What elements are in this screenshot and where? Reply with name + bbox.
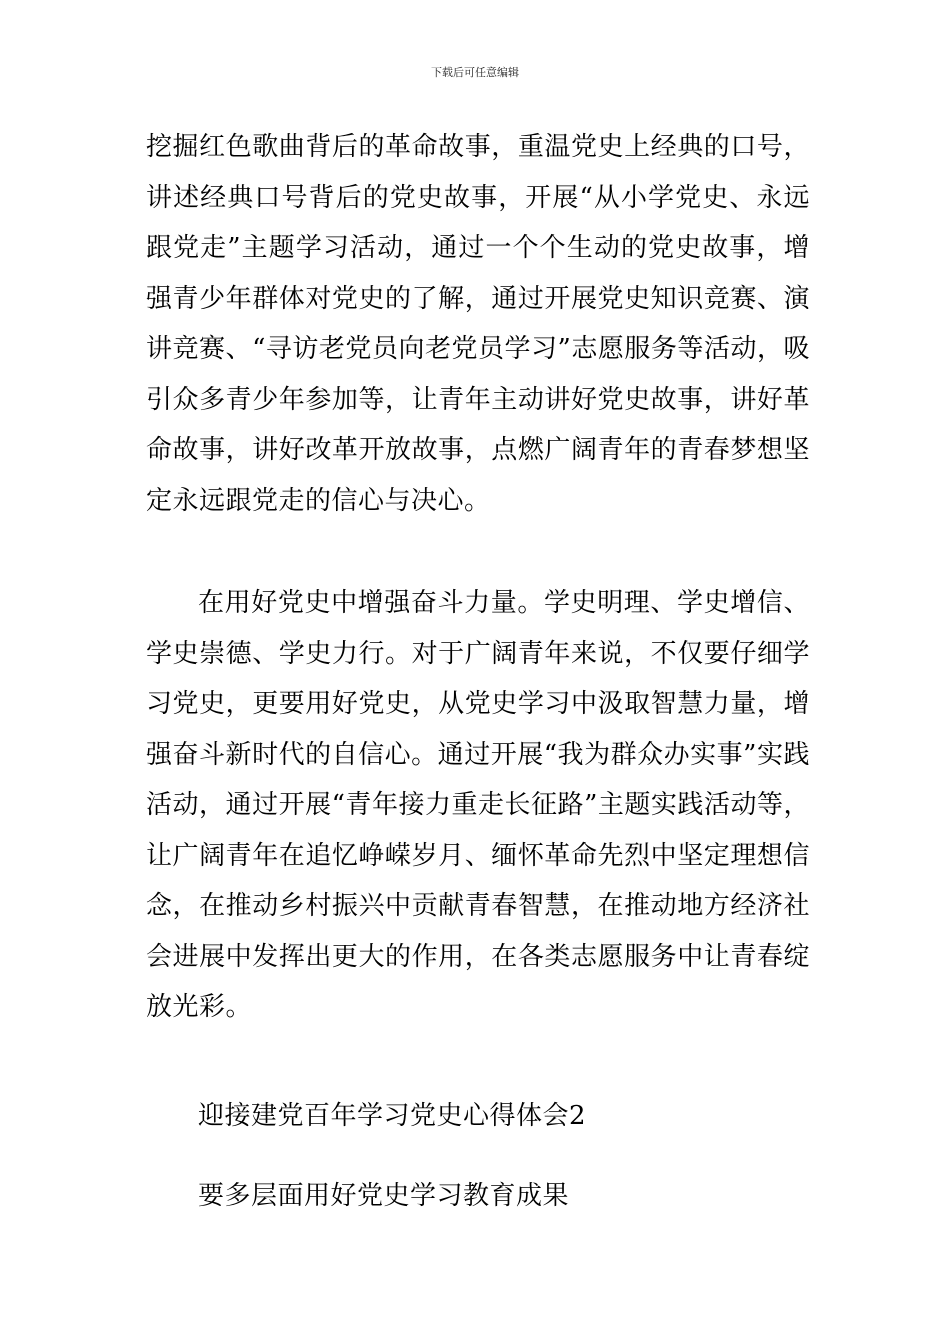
paragraph-spacer: [146, 1033, 810, 1091]
section-subtitle: 要多层面用好党史学习教育成果: [198, 1181, 570, 1211]
body-paragraph-1: 挖掘红色歌曲背后的革命故事，重温党史上经典的口号，讲述经典口号背后的党史故事，开展“从小学党史、永远跟党走”主题学习活动，通过一个个生动的党史故事，增强青少年群体对党史的了解，通过开展党史知识竞赛、演讲竞赛、“寻访老党员向老党员学习”志愿服务等活动，吸引众多青少年参加等，让青年主动讲好党史故事，讲好革命故事，讲好改革开放故事，点燃广阔青年的青春梦想坚定永远跟党走的信心与决心。: [146, 132, 810, 516]
body-paragraph-2: 在用好党史中增强奋斗力量。学史明理、学史增信、学史崇德、学史力行。对于广阔青年来说，不仅要仔细学习党史，更要用好党史，从党史学习中汲取智慧力量，增强奋斗新时代的自信心。通过开展“我为群众办实事”实践活动，通过开展“青年接力重走长征路”主题实践活动等，让广阔青年在追忆峥嵘岁月、缅怀革命先烈中坚定理想信念，在推动乡村振兴中贡献青春智慧，在推动地方经济社会进展中发挥出更大的作用，在各类志愿服务中让青春绽放光彩。: [146, 588, 810, 1022]
page-header: 下载后可任意编辑: [431, 66, 519, 79]
paragraph-spacer: [146, 526, 810, 578]
paragraph-spacer: [146, 1141, 810, 1171]
document-body: [146, 122, 810, 1222]
section-title: 迎接建党百年学习党史心得体会2: [198, 1100, 587, 1131]
